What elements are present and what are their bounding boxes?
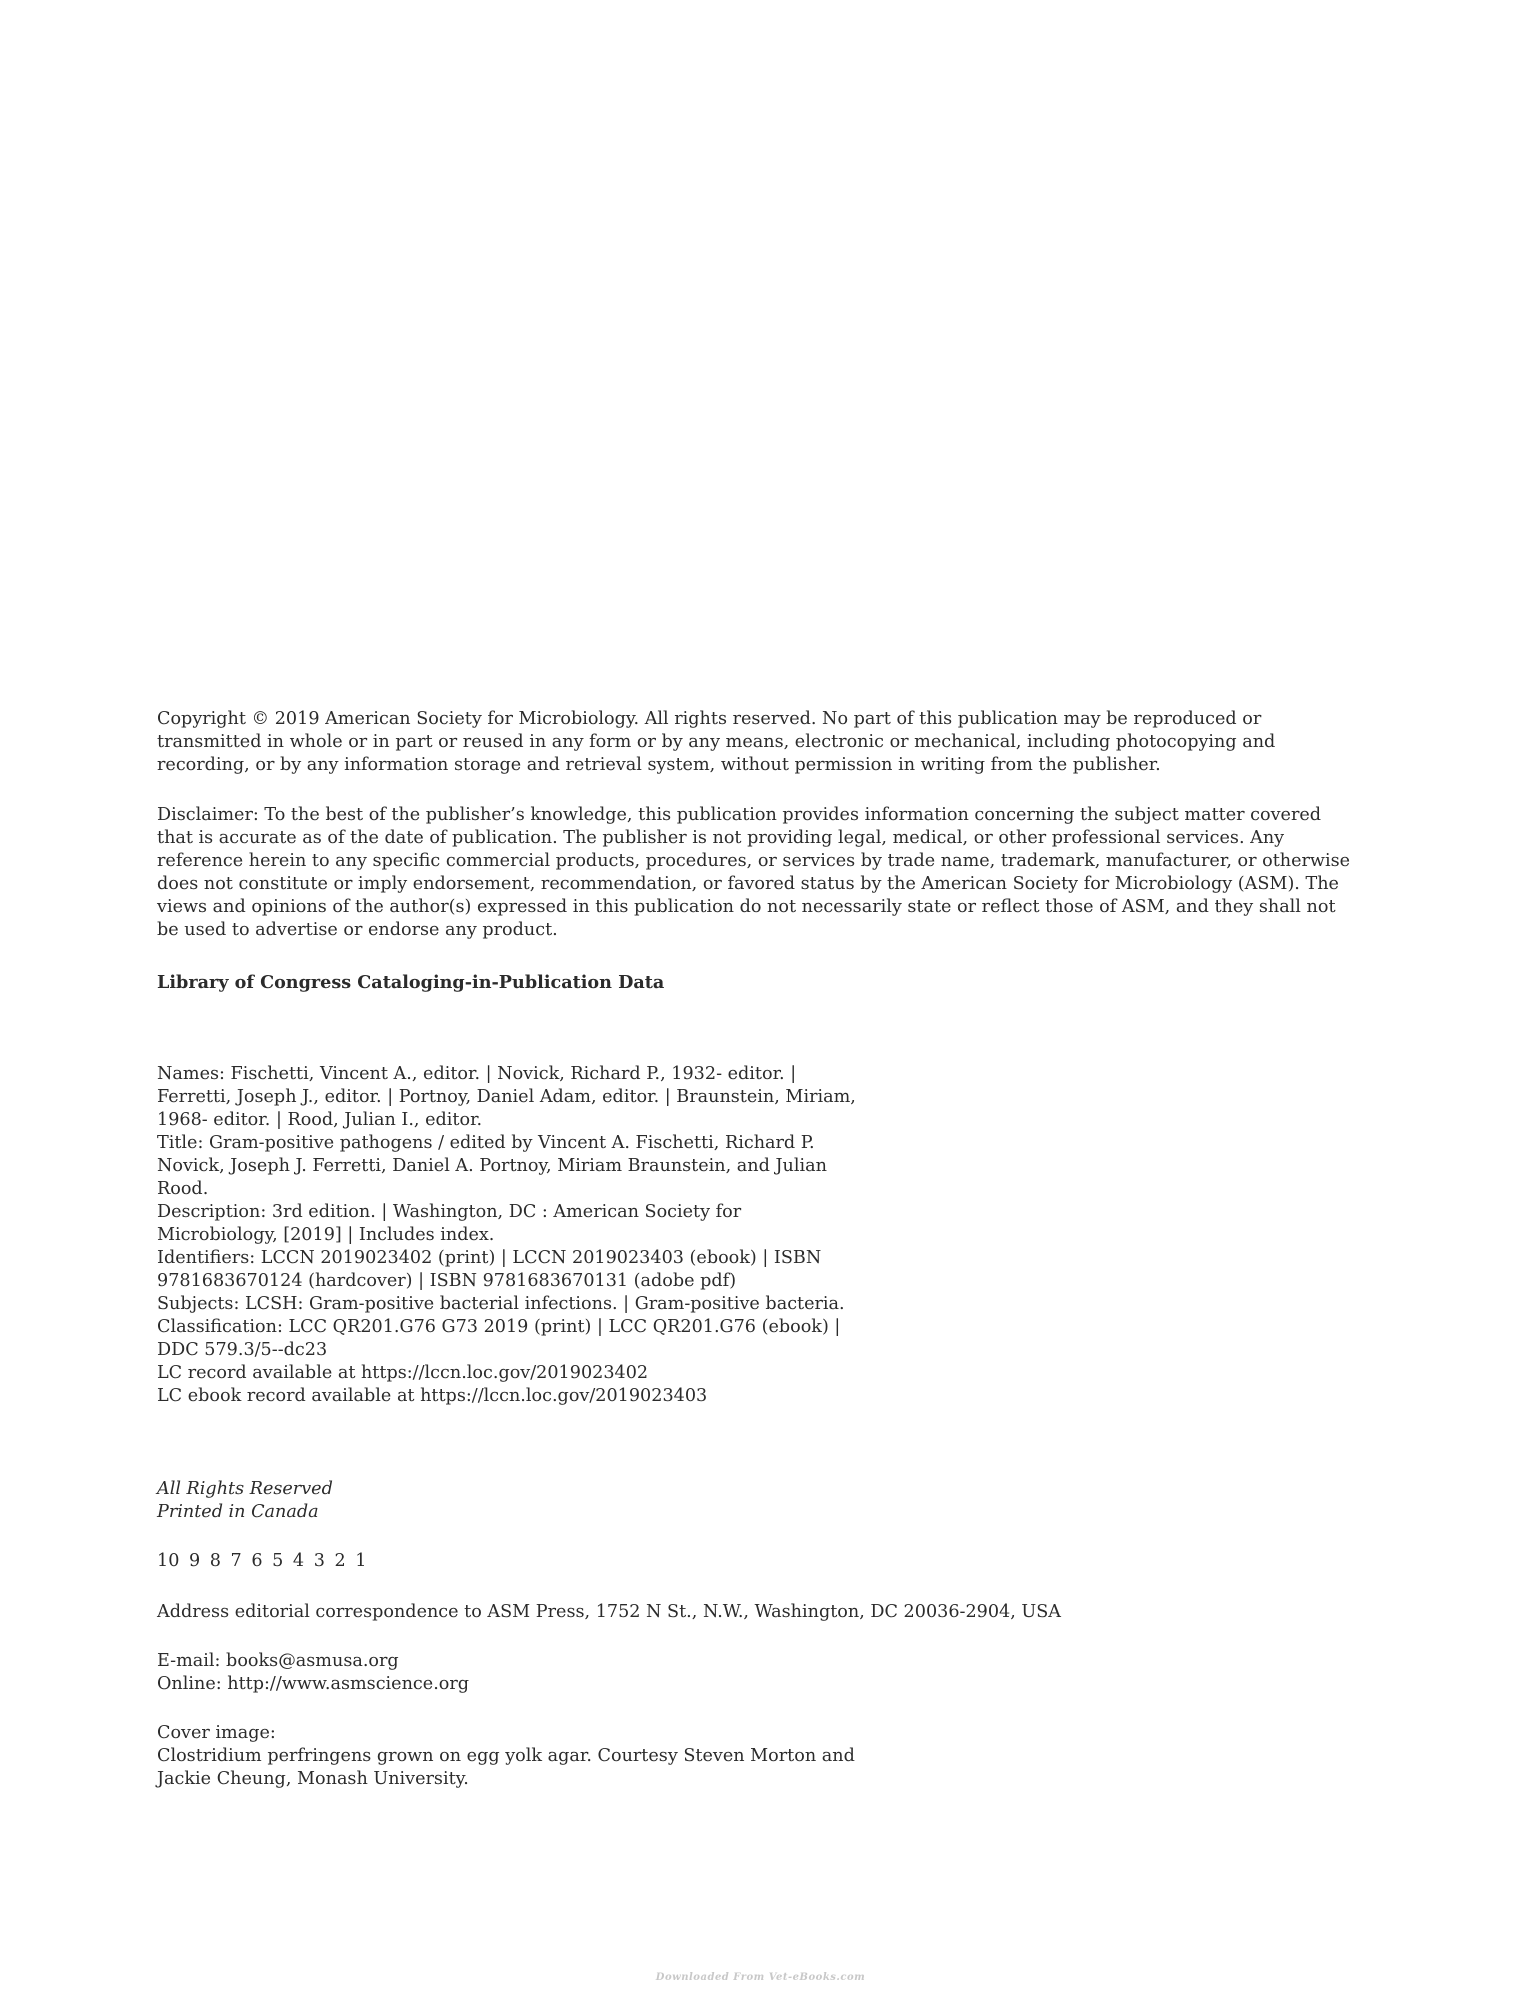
cip-heading: Library of Congress Cataloging-in-Publication Data (157, 972, 665, 993)
cip-data (157, 1063, 857, 1408)
cip-title-entry: Title: Gram-positive pathogens / edited by Vincent A. Fischetti, Richard P. Novick, Joseph J. Ferretti, Daniel A. Portnoy, Miriam Braunstein, and Julian Rood. (157, 1133, 827, 1199)
copyright-text: Copyright © 2019 American Society for Microbiology. All rights reserved. No part of this publication may be reproduced or transmitted in whole or in part or reused in any form or by any means, electronic or mechanical, including photocopying and recording, or by any information storage and retrieval system, without permission in writing from the publisher. (157, 709, 1276, 775)
editorial-address: Address editorial correspondence to ASM Press, 1752 N St., N.W., Washington, DC 20036-2904, USA (157, 1602, 1062, 1622)
cover-label: Cover image: (157, 1723, 276, 1743)
rights-statement (157, 1478, 333, 1524)
cover-line-2: Jackie Cheung, Monash University. (157, 1769, 469, 1789)
cip-subjects: Subjects: LCSH: Gram-positive bacterial infections. | Gram-positive bacteria. (157, 1294, 845, 1314)
rights-reserved: All Rights Reserved (157, 1479, 333, 1499)
cip-lc-ebook-record: LC ebook record available at https://lccn.loc.gov/2019023403 (157, 1386, 708, 1406)
cover-line-1: Clostridium perfringens grown on egg yolk agar. Courtesy Steven Morton and (157, 1746, 855, 1766)
print-line: 10 9 8 7 6 5 4 3 2 1 (157, 1551, 367, 1571)
footer-watermark: Downloaded From Vet-eBooks.com (655, 1972, 866, 1983)
cip-names: Names: Fischetti, Vincent A., editor. | Novick, Richard P., 1932- editor. | Ferretti, Joseph J., editor. | Portnoy, Daniel Adam, editor. | Braunstein, Miriam, 1968- editor. | Rood, Julian I., editor. (157, 1064, 856, 1130)
printed-in: Printed in Canada (157, 1502, 319, 1522)
disclaimer-text: Disclaimer: To the best of the publisher’s knowledge, this publication provides information concerning the subject matter covered that is accurate as of the date of publication. The publisher is not providing legal, medical, or other professional services. Any reference herein to any specific commercial products, procedures, or services by trade name, trademark, manufacturer, or otherwise does not constitute or imply endorsement, recommendation, or favored status by the American Society for Microbiology (ASM). The views and opinions of the author(s) expressed in this publication do not necessarily state or reflect those of ASM, and they shall not be used to advertise or endorse any product. (157, 805, 1351, 940)
contact-email: E-mail: books@asmusa.org (157, 1651, 399, 1671)
contact-online: Online: http://www.asmscience.org (157, 1674, 470, 1694)
cip-identifiers: Identifiers: LCCN 2019023402 (print) | LCCN 2019023403 (ebook) | ISBN 9781683670124 (hardcover) | ISBN 9781683670131 (adobe pdf) (157, 1248, 822, 1291)
contact-info (157, 1650, 469, 1696)
cip-lc-record: LC record available at https://lccn.loc.gov/2019023402 (157, 1363, 649, 1383)
disclaimer-notice (157, 804, 1357, 942)
copyright-notice (157, 708, 1357, 777)
cip-description: Description: 3rd edition. | Washington, DC : American Society for Microbiology, [2019] | Includes index. (157, 1202, 742, 1245)
cover-credit (157, 1722, 857, 1791)
cip-classification: Classification: LCC QR201.G76 G73 2019 (print) | LCC QR201.G76 (ebook) | DDC 579.3/5--dc23 (157, 1317, 841, 1360)
